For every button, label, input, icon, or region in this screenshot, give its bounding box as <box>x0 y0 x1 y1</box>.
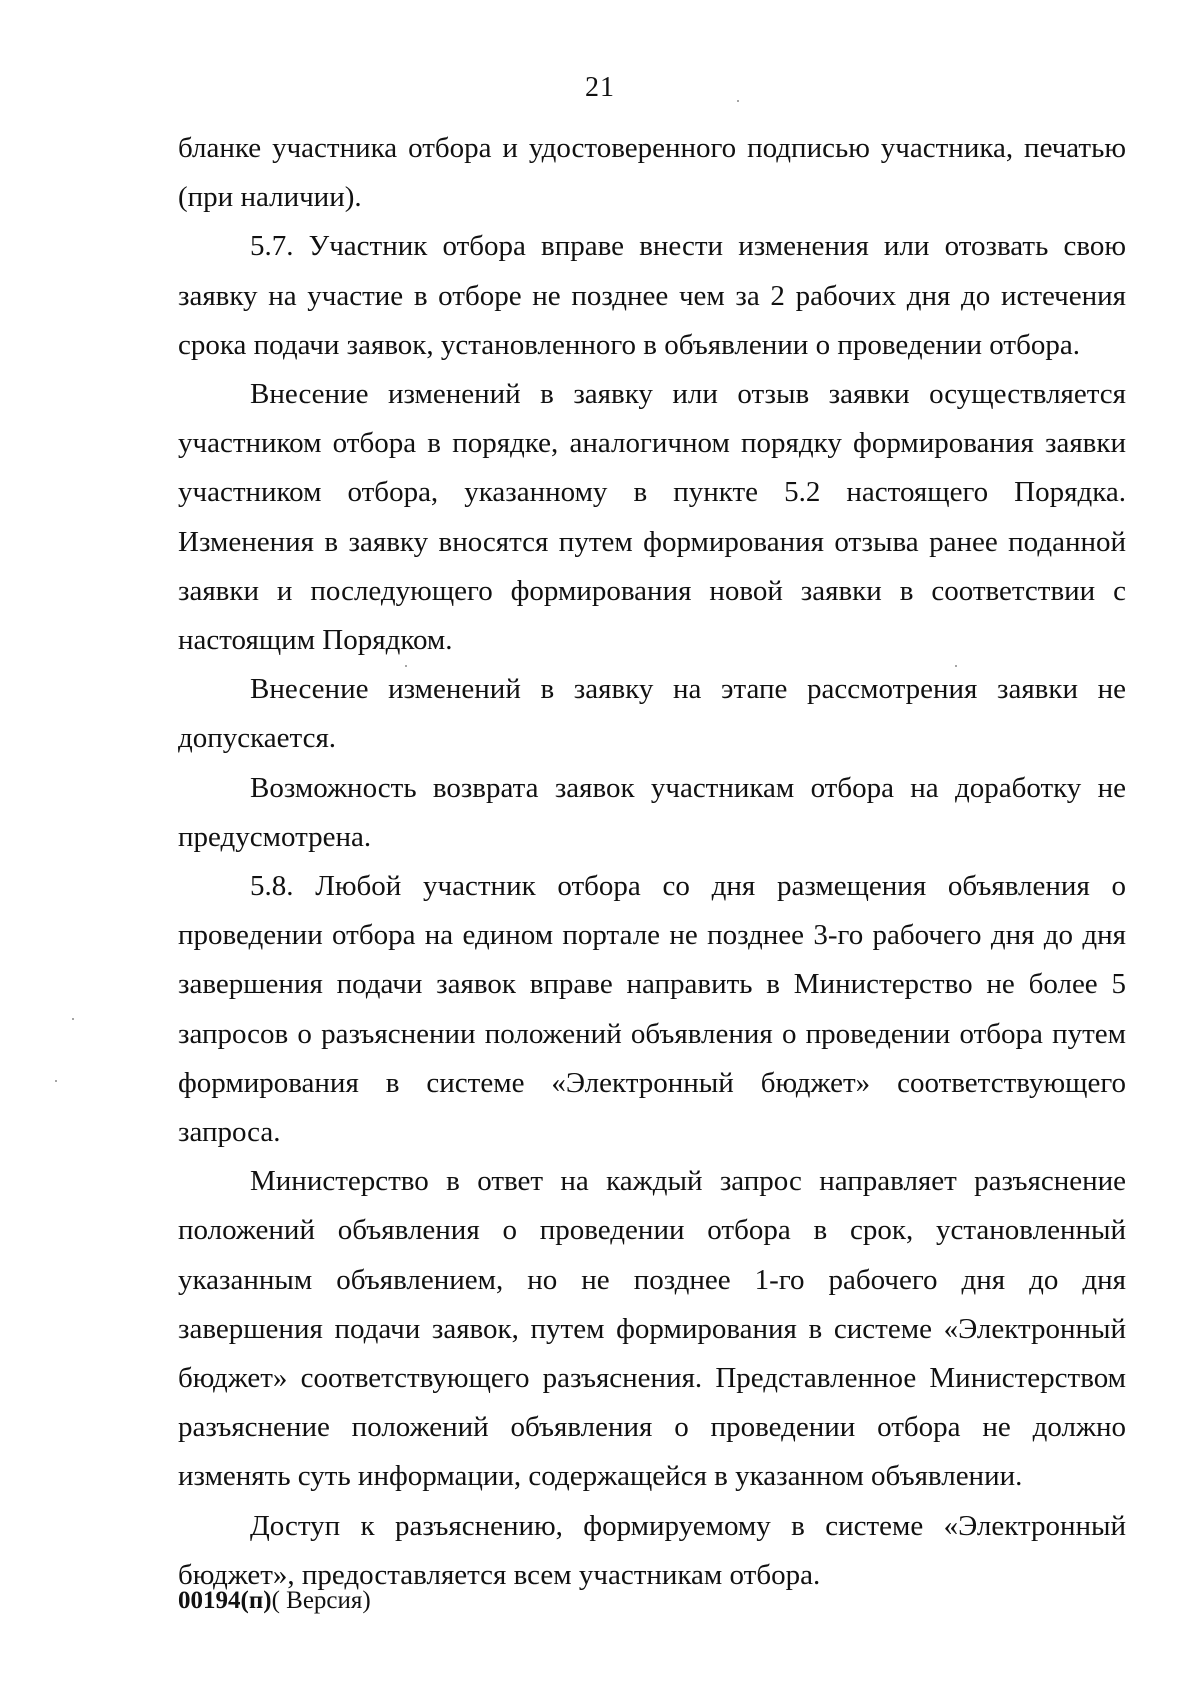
paragraph-continuation: бланке участника отбора и удостоверенного подписью участника, печатью (при наличии). <box>178 132 1126 214</box>
footer-code: 00194(п) <box>178 1587 272 1614</box>
paragraph-access: Доступ к разъяснению, формируемому в системе «Электронный бюджет», предоставляется всем участникам отбора. <box>178 1509 1126 1591</box>
paragraph-changes-procedure: Внесение изменений в заявку или отзыв заявки осуществляется участником отбора в порядке, аналогичном порядку формирования заявки участником отбора, указанному в пункте 5.2 настоящего Порядка. Изменения в заявку вносятся путем формирования отзыва ранее поданной заявки и последующего формирования новой заявки в соответствии с настоящим Порядком. <box>178 378 1126 657</box>
footer-document-code <box>178 1587 371 1615</box>
page-number: 21 <box>585 72 615 103</box>
paragraph-no-return: Возможность возврата заявок участникам отбора на доработку не предусмотрена. <box>178 771 1126 853</box>
scan-speck <box>955 665 957 667</box>
document-body <box>178 124 1126 1600</box>
scan-speck <box>405 665 407 667</box>
scan-speck <box>737 100 739 102</box>
footer-version-label: ( Версия) <box>271 1587 371 1614</box>
paragraph-5-7: 5.7. Участник отбора вправе внести изменения или отозвать свою заявку на участие в отборе не позднее чем за 2 рабочих дня до истечения срока подачи заявок, установленного в объявлении о проведении отбора. <box>178 230 1126 361</box>
scan-speck <box>72 1018 74 1020</box>
paragraph-ministry-response: Министерство в ответ на каждый запрос направляет разъяснение положений объявления о проведении отбора в срок, установленный указанным объявлением, но не позднее 1-го рабочего дня до дня завершения подачи заявок, путем формирования в системе «Электронный бюджет» соответствующего разъяснения. Представленное Министерством разъяснение положений объявления о проведении отбора не должно изменять суть информации, содержащейся в указанном объявлении. <box>178 1165 1126 1493</box>
paragraph-5-8: 5.8. Любой участник отбора со дня размещения объявления о проведении отбора на едином портале не позднее 3-го рабочего дня до дня завершения подачи заявок вправе направить в Министерство не более 5 запросов о разъяснении положений объявления о проведении отбора путем формирования в системе «Электронный бюджет» соответствующего запроса. <box>178 870 1126 1149</box>
scan-speck <box>55 1080 57 1082</box>
paragraph-changes-not-allowed: Внесение изменений в заявку на этапе рассмотрения заявки не допускается. <box>178 673 1126 755</box>
